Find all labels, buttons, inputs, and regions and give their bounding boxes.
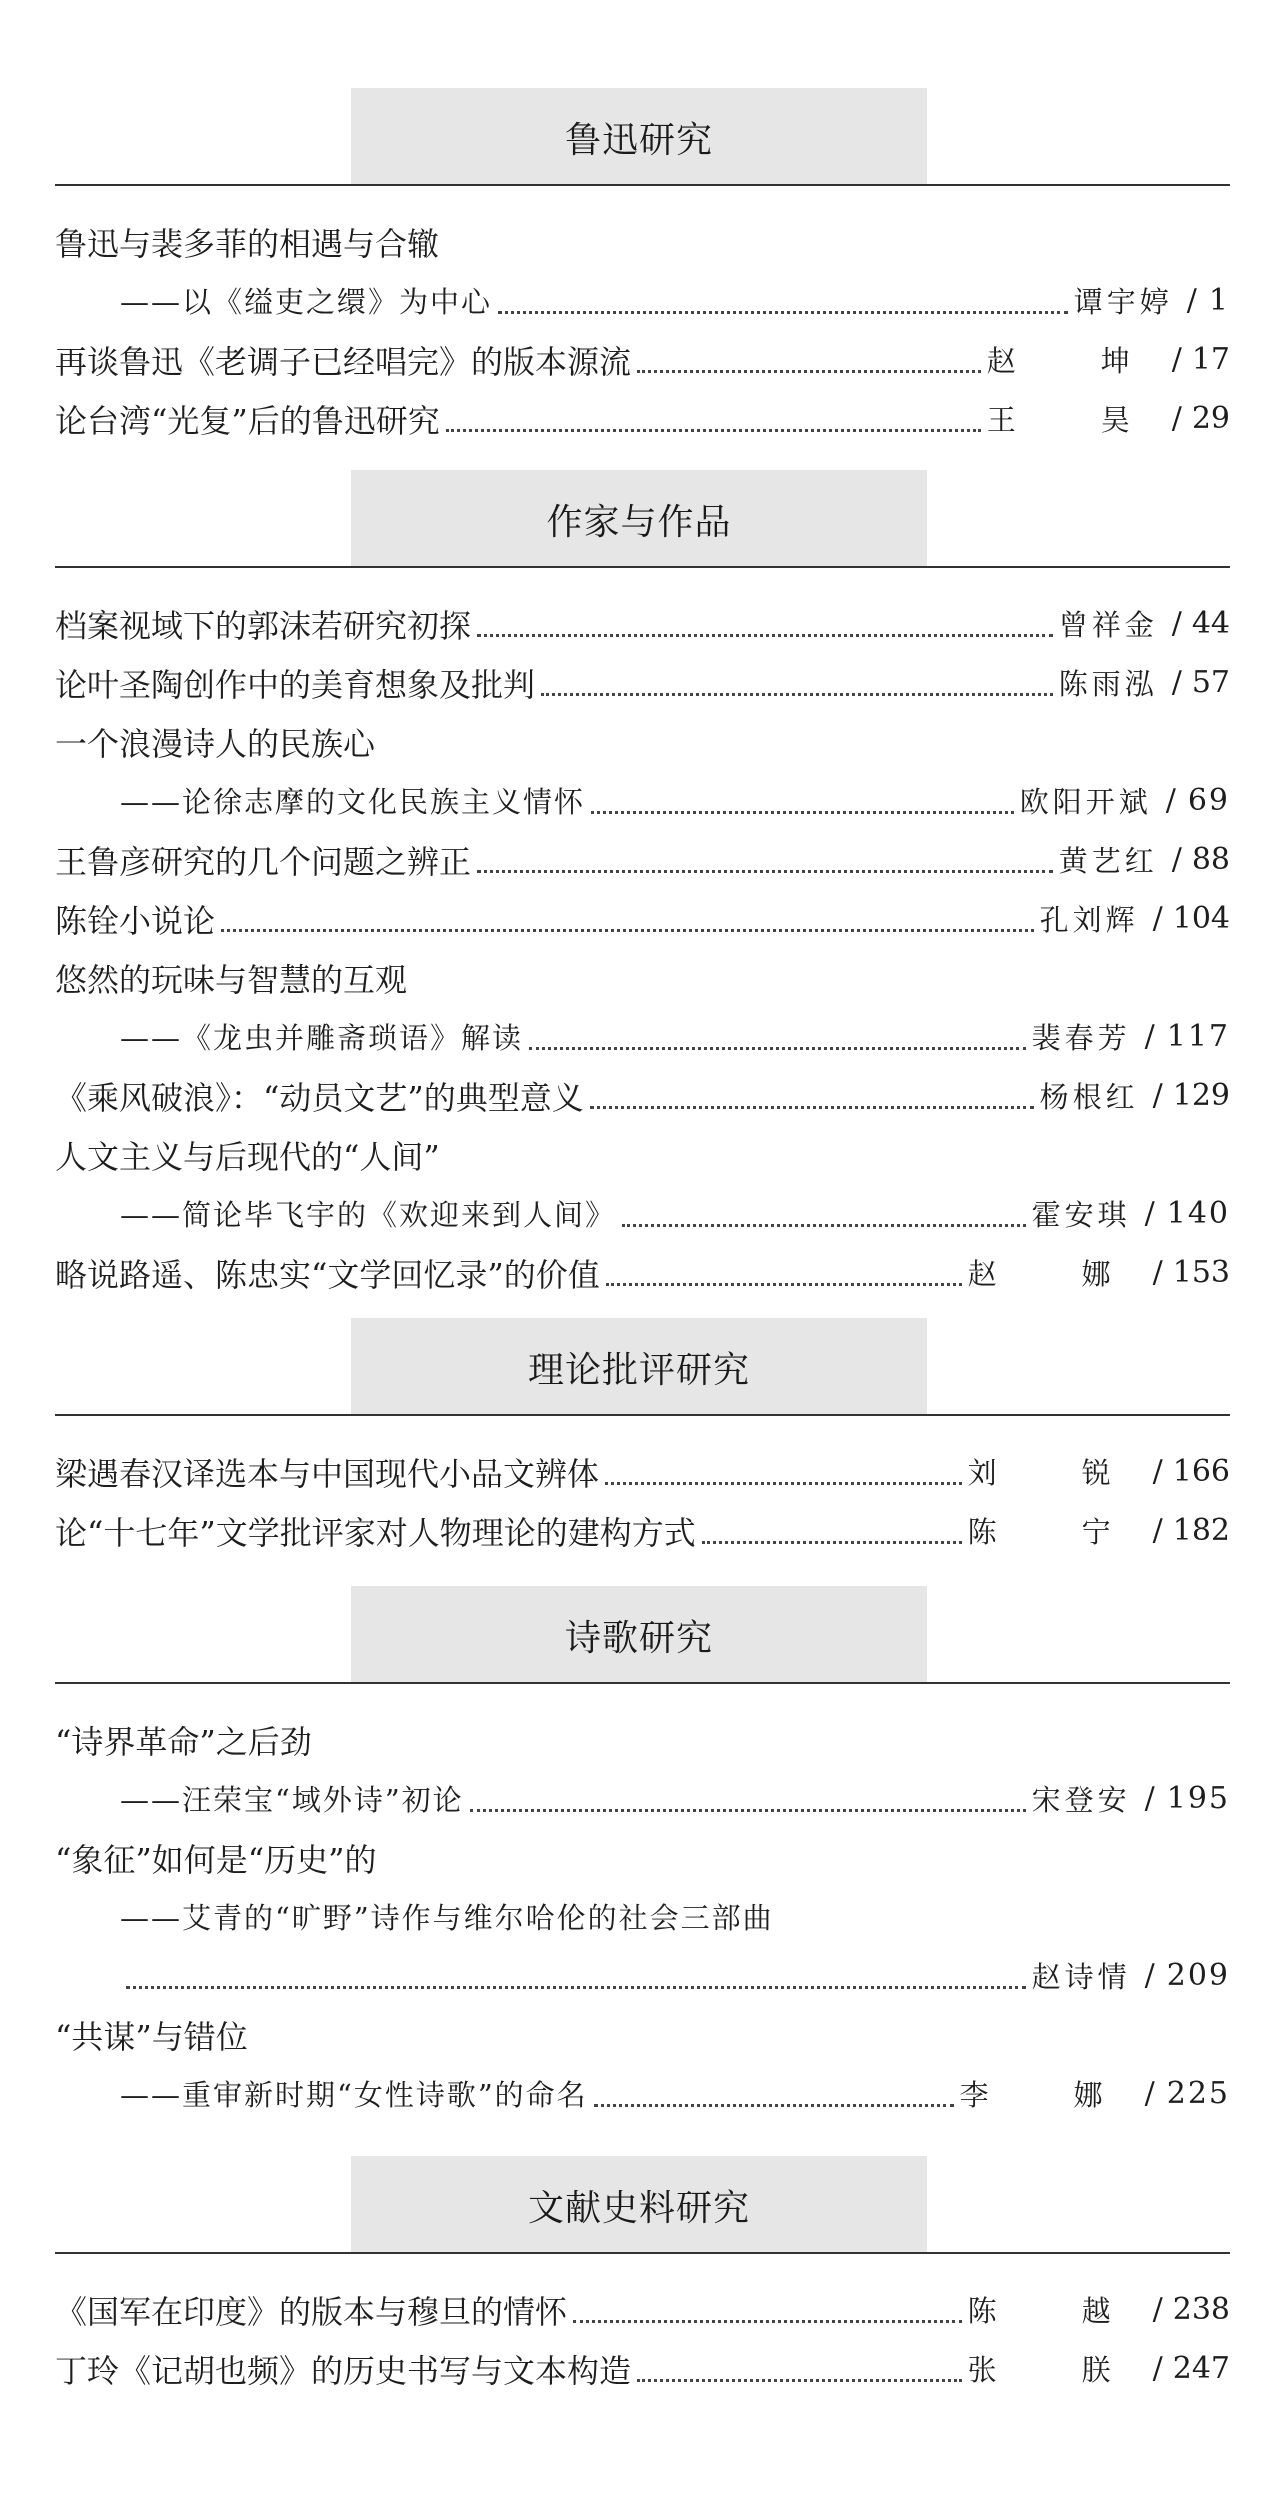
- entry-meta: [968, 1252, 1230, 1293]
- entry-author: 陈 宁: [967, 1515, 1139, 1549]
- slash-separator: /: [1144, 1019, 1157, 1054]
- slash-separator: /: [1144, 1958, 1157, 1993]
- dot-leader: [637, 370, 981, 373]
- entry-line: [55, 2280, 1230, 2339]
- entry-line: [55, 1501, 1230, 1560]
- entry-subtitle: ——简论毕飞宇的《欢迎来到人间》: [120, 1198, 617, 1232]
- entry-author: 曾祥金: [1058, 608, 1158, 642]
- entry-list: [0, 1710, 1280, 2123]
- entry-page: 140: [1166, 1196, 1230, 1231]
- entry-page: 129: [1172, 1078, 1230, 1113]
- dot-leader: [573, 2320, 962, 2323]
- entry-title: 略说路遥、陈忠实“文学回忆录”的价值: [55, 1255, 600, 1294]
- dot-leader: [590, 1106, 1034, 1109]
- slash-separator: /: [1152, 1513, 1163, 1548]
- entry-author: 杨根红: [1039, 1080, 1139, 1114]
- entry-author: 赵 娜: [967, 1257, 1139, 1291]
- entry-line: [55, 1442, 1230, 1501]
- entry-meta: [1059, 662, 1230, 703]
- entry-title: 再谈鲁迅《老调子已经唱完》的版本源流: [55, 342, 632, 381]
- entry-page: 209: [1166, 1958, 1230, 1993]
- entry-title: 人文主义与后现代的“人间”: [55, 1137, 440, 1176]
- entry-author: 霍安琪: [1031, 1198, 1131, 1232]
- toc-entry[interactable]: [0, 948, 1280, 1066]
- toc-entry[interactable]: [0, 2280, 1280, 2339]
- entry-title-line: [55, 1710, 1230, 1769]
- section-header: [0, 88, 1280, 186]
- section-header: [0, 1318, 1280, 1416]
- entry-page: 225: [1166, 2076, 1230, 2111]
- section-heading: 作家与作品: [351, 470, 927, 568]
- slash-separator: /: [1152, 2351, 1163, 2386]
- entry-subtitle-line: [120, 271, 1230, 330]
- entry-author: 孔刘辉: [1039, 903, 1139, 937]
- dot-leader: [126, 1986, 1026, 1989]
- section-heading: 理论批评研究: [351, 1318, 927, 1416]
- entry-title: 陈铨小说论: [55, 901, 216, 940]
- slash-separator: /: [1152, 1454, 1163, 1489]
- entry-title: 一个浪漫诗人的民族心: [55, 724, 376, 763]
- entry-author: 刘 锐: [967, 1456, 1139, 1490]
- entry-page: 69: [1187, 783, 1230, 818]
- entry-meta: [968, 1510, 1230, 1551]
- entry-subtitle-line: [120, 2064, 1230, 2123]
- entry-title: 《国军在印度》的版本与穆旦的情怀: [55, 2292, 568, 2331]
- entry-subtitle: ——以《缢吏之缳》为中心: [120, 285, 493, 319]
- entry-author: 欧阳开斌: [1019, 785, 1152, 819]
- entry-title: 档案视域下的郭沫若研究初探: [55, 606, 472, 645]
- toc-entry[interactable]: [0, 889, 1280, 948]
- dot-leader: [605, 1482, 962, 1485]
- entry-meta: [987, 398, 1230, 439]
- section-heading: 诗歌研究: [351, 1586, 927, 1684]
- dot-leader: [702, 1541, 962, 1544]
- entry-author: 陈 越: [967, 2294, 1139, 2328]
- slash-separator: /: [1152, 1255, 1163, 1290]
- dot-leader: [221, 929, 1034, 932]
- slash-separator: /: [1171, 606, 1182, 641]
- entry-page: 117: [1166, 1019, 1230, 1054]
- section-divider: [55, 1682, 1230, 1684]
- toc-section: [0, 88, 1280, 448]
- entry-page: 153: [1172, 1255, 1230, 1290]
- entry-line: [55, 389, 1230, 448]
- entry-title-line: [55, 948, 1230, 1007]
- dot-leader: [529, 1047, 1026, 1050]
- toc-section: [0, 1318, 1280, 1560]
- entry-meta: [1040, 1075, 1230, 1116]
- entry-line: [55, 1243, 1230, 1302]
- entry-subtitle-line: [120, 1887, 1230, 1946]
- toc-entry[interactable]: [0, 2339, 1280, 2398]
- toc-entry[interactable]: [0, 1501, 1280, 1560]
- entry-author: 陈雨泓: [1058, 667, 1158, 701]
- entry-meta: [987, 339, 1230, 380]
- dot-leader: [637, 2379, 962, 2382]
- dot-leader: [477, 870, 1053, 873]
- section-header: [0, 1586, 1280, 1684]
- toc-entry[interactable]: [0, 712, 1280, 830]
- entry-title-line: [55, 2005, 1230, 2064]
- slash-separator: /: [1171, 842, 1182, 877]
- toc-section: [0, 470, 1280, 1302]
- entry-page: 17: [1191, 342, 1230, 377]
- entry-author: 谭宇婷: [1073, 285, 1173, 319]
- entry-title: “诗界革命”之后劲: [55, 1722, 312, 1761]
- entry-meta: [1059, 603, 1230, 644]
- slash-separator: /: [1144, 2076, 1157, 2111]
- entry-title: “象征”如何是“历史”的: [55, 1840, 377, 1879]
- toc-entry[interactable]: [0, 389, 1280, 448]
- slash-separator: /: [1171, 401, 1182, 436]
- entry-page: 182: [1172, 1513, 1230, 1548]
- slash-separator: /: [1152, 2292, 1163, 2327]
- entry-page: 238: [1172, 2292, 1230, 2327]
- toc-entry[interactable]: [0, 1066, 1280, 1125]
- entry-title: 悠然的玩味与智慧的互观: [55, 960, 408, 999]
- entry-subtitle: ——艾青的“旷野”诗作与维尔哈伦的社会三部曲: [120, 1901, 774, 1935]
- entry-title: 《乘风破浪》：“动员文艺”的典型意义: [55, 1078, 584, 1117]
- slash-separator: /: [1171, 342, 1182, 377]
- toc-section: [0, 1586, 1280, 2123]
- dot-leader: [446, 429, 981, 432]
- dot-leader: [541, 693, 1053, 696]
- dot-leader: [594, 2104, 954, 2107]
- entry-page: 1: [1208, 283, 1230, 318]
- toc-entry[interactable]: [0, 2005, 1280, 2123]
- entry-page: 247: [1172, 2351, 1230, 2386]
- entry-meta: [1032, 1193, 1230, 1234]
- slash-separator: /: [1186, 283, 1199, 318]
- dot-leader: [498, 311, 1068, 314]
- entry-title: 丁玲《记胡也频》的历史书写与文本构造: [55, 2351, 632, 2390]
- toc-entry[interactable]: [0, 1828, 1280, 2005]
- entry-page: 104: [1172, 901, 1230, 936]
- section-divider: [55, 2252, 1230, 2254]
- dot-leader: [477, 634, 1053, 637]
- entry-subtitle: ——重审新时期“女性诗歌”的命名: [120, 2078, 588, 2112]
- entry-subtitle-line: [120, 771, 1230, 830]
- entry-title: 论“十七年”文学批评家对人物理论的建构方式: [55, 1513, 696, 1552]
- entry-leader-line: [120, 1946, 1230, 2005]
- entry-line: [55, 1066, 1230, 1125]
- entry-meta: [1074, 280, 1230, 321]
- entry-meta: [1059, 839, 1230, 880]
- entry-author: 黄艺红: [1058, 844, 1158, 878]
- entry-page: 195: [1166, 1781, 1230, 1816]
- toc-entry[interactable]: [0, 330, 1280, 389]
- entry-subtitle-line: [120, 1769, 1230, 1828]
- entry-meta: [1032, 1955, 1230, 1996]
- entry-meta: [1032, 1016, 1230, 1057]
- section-divider: [55, 184, 1230, 186]
- entry-page: 166: [1172, 1454, 1230, 1489]
- toc-entry[interactable]: [0, 594, 1280, 653]
- slash-separator: /: [1144, 1196, 1157, 1231]
- entry-author: 赵 坤: [986, 344, 1158, 378]
- entry-line: [55, 889, 1230, 948]
- entry-line: [55, 594, 1230, 653]
- entry-subtitle-line: [120, 1007, 1230, 1066]
- toc-entry[interactable]: [0, 1243, 1280, 1302]
- entry-title: 论台湾“光复”后的鲁迅研究: [55, 401, 440, 440]
- entry-page: 29: [1191, 401, 1230, 436]
- entry-author: 王 昊: [986, 403, 1158, 437]
- entry-meta: [968, 2289, 1230, 2330]
- entry-author: 李 娜: [959, 2078, 1131, 2112]
- entry-line: [55, 830, 1230, 889]
- entry-page: 88: [1191, 842, 1230, 877]
- toc-entry[interactable]: [0, 653, 1280, 712]
- toc-entry[interactable]: [0, 1710, 1280, 1828]
- entry-title-line: [55, 1125, 1230, 1184]
- toc-section: [0, 2156, 1280, 2398]
- toc-entry[interactable]: [0, 1442, 1280, 1501]
- entry-subtitle: ——《龙虫并雕斋琐语》解读: [120, 1021, 524, 1055]
- entry-line: [55, 2339, 1230, 2398]
- section-heading: 鲁迅研究: [351, 88, 927, 186]
- entry-meta: [1032, 1778, 1230, 1819]
- entry-title-line: [55, 712, 1230, 771]
- slash-separator: /: [1152, 1078, 1163, 1113]
- entry-title: 王鲁彦研究的几个问题之辨正: [55, 842, 472, 881]
- entry-subtitle-line: [120, 1184, 1230, 1243]
- section-header: [0, 470, 1280, 568]
- entry-author: 宋登安: [1031, 1783, 1131, 1817]
- slash-separator: /: [1144, 1781, 1157, 1816]
- dot-leader: [622, 1224, 1026, 1227]
- entry-author: 裴春芳: [1031, 1021, 1131, 1055]
- entry-list: [0, 2280, 1280, 2398]
- entry-meta: [1020, 780, 1230, 821]
- entry-meta: [968, 1451, 1230, 1492]
- entry-author: 赵诗情: [1031, 1960, 1131, 1994]
- entry-subtitle: ——汪荣宝“域外诗”初论: [120, 1783, 464, 1817]
- entry-meta: [960, 2073, 1230, 2114]
- entry-title: 鲁迅与裴多菲的相遇与合辙: [55, 224, 440, 263]
- entry-meta: [1040, 898, 1230, 939]
- section-header: [0, 2156, 1280, 2254]
- entry-list: [0, 212, 1280, 448]
- entry-line: [55, 330, 1230, 389]
- slash-separator: /: [1171, 665, 1182, 700]
- entry-title: “共谋”与错位: [55, 2017, 248, 2056]
- entry-list: [0, 1442, 1280, 1560]
- entry-title: 梁遇春汉译选本与中国现代小品文辨体: [55, 1454, 600, 1493]
- entry-page: 57: [1191, 665, 1230, 700]
- entry-title-line: [55, 212, 1230, 271]
- dot-leader: [606, 1283, 962, 1286]
- slash-separator: /: [1165, 783, 1178, 818]
- section-divider: [55, 1414, 1230, 1416]
- entry-subtitle: ——论徐志摩的文化民族主义情怀: [120, 785, 586, 819]
- section-heading: 文献史料研究: [351, 2156, 927, 2254]
- entry-line: [55, 653, 1230, 712]
- dot-leader: [470, 1809, 1026, 1812]
- entry-list: [0, 594, 1280, 1302]
- entry-meta: [968, 2348, 1230, 2389]
- slash-separator: /: [1152, 901, 1163, 936]
- toc-entry[interactable]: [0, 830, 1280, 889]
- toc-entry[interactable]: [0, 212, 1280, 330]
- entry-title-line: [55, 1828, 1230, 1887]
- entry-title: 论叶圣陶创作中的美育想象及批判: [55, 665, 536, 704]
- section-divider: [55, 566, 1230, 568]
- dot-leader: [591, 811, 1014, 814]
- entry-page: 44: [1191, 606, 1230, 641]
- toc-entry[interactable]: [0, 1125, 1280, 1243]
- entry-author: 张 朕: [967, 2353, 1139, 2387]
